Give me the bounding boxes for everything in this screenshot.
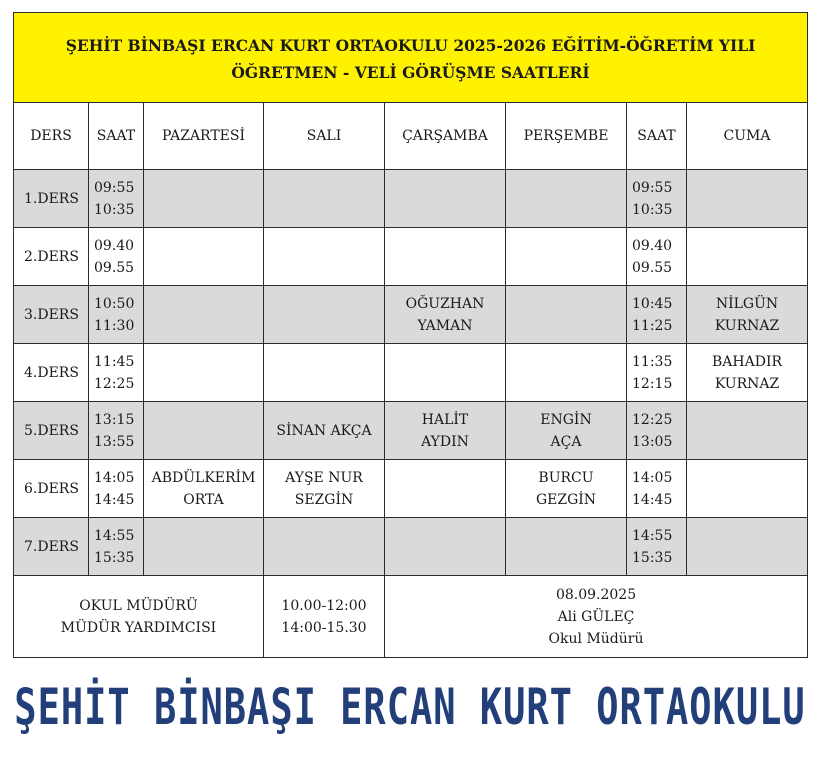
teacher-cell-tue (264, 518, 385, 576)
time-start: 09:55 (94, 179, 135, 196)
teacher-cell-fri (687, 286, 808, 344)
signature-position: Okul Müdürü (548, 630, 644, 647)
schedule-table (13, 12, 808, 658)
time-cell (89, 228, 144, 286)
time-cell-friday (627, 170, 687, 228)
teacher-name-line: BAHADIR (712, 353, 783, 370)
time-cell-friday (627, 518, 687, 576)
teacher-name-line: BURCU (538, 469, 594, 486)
time-start: 11:35 (632, 353, 673, 370)
header-row (14, 103, 808, 170)
table-title (14, 13, 808, 103)
footer-signature (385, 576, 808, 658)
teacher-name-line: NİLGÜN (715, 295, 779, 312)
footer-roles (14, 576, 264, 658)
time-cell (89, 170, 144, 228)
time-cell (89, 286, 144, 344)
teacher-cell-thu (506, 170, 627, 228)
role-principal: OKUL MÜDÜRÜ (79, 597, 198, 614)
time-start: 14:55 (632, 527, 673, 544)
teacher-cell-thu (506, 344, 627, 402)
teacher-name-line: ENGİN (540, 411, 592, 428)
time-cell (89, 402, 144, 460)
time-end: 11:25 (632, 317, 673, 334)
header-cuma: CUMA (687, 103, 808, 170)
time-end: 11:30 (94, 317, 135, 334)
time-cell-friday (627, 402, 687, 460)
table-row (14, 228, 808, 286)
time-cell (89, 518, 144, 576)
teacher-name-line: ORTA (183, 491, 224, 508)
teacher-name-line: ABDÜLKERİM (151, 469, 256, 486)
teacher-name-line: SEZGİN (294, 491, 354, 508)
teacher-cell-thu (506, 228, 627, 286)
time-start: 14:05 (94, 469, 135, 486)
teacher-cell-thu (506, 460, 627, 518)
header-sali: SALI (264, 103, 385, 170)
teacher-name-line: SİNAN AKÇA (276, 422, 372, 439)
time-cell-friday (627, 228, 687, 286)
time-start: 12:25 (632, 411, 673, 428)
teacher-cell-mon (144, 402, 264, 460)
time-start: 09:55 (632, 179, 673, 196)
time-cell (89, 344, 144, 402)
time-end: 12:15 (632, 375, 673, 392)
table-row (14, 402, 808, 460)
teacher-cell-mon (144, 344, 264, 402)
time-end: 15:35 (632, 549, 673, 566)
teacher-cell-thu (506, 402, 627, 460)
time-end: 15:35 (94, 549, 135, 566)
teacher-cell-fri (687, 402, 808, 460)
teacher-cell-wed (385, 344, 506, 402)
teacher-name-line: AYDIN (421, 433, 469, 450)
lesson-cell: 7.DERS (14, 518, 89, 576)
teacher-cell-tue (264, 286, 385, 344)
lesson-cell: 4.DERS (14, 344, 89, 402)
time-end: 09.55 (632, 259, 673, 276)
time-end: 13:05 (632, 433, 673, 450)
teacher-cell-mon (144, 286, 264, 344)
teacher-cell-mon (144, 228, 264, 286)
table-row (14, 344, 808, 402)
lesson-cell: 5.DERS (14, 402, 89, 460)
teacher-name-line: AÇA (550, 433, 582, 450)
teacher-name-line: KURNAZ (714, 375, 780, 392)
time-cell-friday (627, 460, 687, 518)
title-line-1: ŞEHİT BİNBAŞI ERCAN KURT ORTAOKULU 2025-2026 EĞİTİM-ÖĞRETİM YILI (65, 35, 756, 55)
teacher-name-line: KURNAZ (714, 317, 780, 334)
time-end: 10:35 (94, 201, 135, 218)
teacher-cell-tue (264, 402, 385, 460)
header-saat: SAAT (89, 103, 144, 170)
teacher-cell-wed (385, 518, 506, 576)
teacher-name-line: GEZGİN (535, 491, 597, 508)
time-end: 13:55 (94, 433, 135, 450)
footer-row (14, 576, 808, 658)
lesson-cell: 2.DERS (14, 228, 89, 286)
time-start: 10:50 (94, 295, 135, 312)
schedule-sheet (13, 12, 807, 658)
time-end: 10:35 (632, 201, 673, 218)
table-row (14, 518, 808, 576)
time-cell-friday (627, 344, 687, 402)
time-start: 14:55 (94, 527, 135, 544)
time-start: 09.40 (94, 237, 135, 254)
time-end: 09.55 (94, 259, 135, 276)
teacher-name-line: AYŞE NUR (285, 469, 363, 486)
lesson-cell: 6.DERS (14, 460, 89, 518)
teacher-cell-mon (144, 170, 264, 228)
title-line-2: ÖĞRETMEN - VELİ GÖRÜŞME SAATLERİ (231, 62, 590, 82)
time-start: 11:45 (94, 353, 135, 370)
hours-afternoon: 14:00-15.30 (281, 619, 367, 636)
teacher-cell-fri (687, 344, 808, 402)
signature-name: Ali GÜLEÇ (557, 608, 635, 625)
table-row (14, 170, 808, 228)
teacher-cell-mon (144, 460, 264, 518)
teacher-cell-tue (264, 344, 385, 402)
time-end: 14:45 (94, 491, 135, 508)
time-start: 09.40 (632, 237, 673, 254)
teacher-cell-fri (687, 170, 808, 228)
teacher-cell-wed (385, 228, 506, 286)
header-persembe: PERŞEMBE (506, 103, 627, 170)
teacher-name-line: YAMAN (417, 317, 473, 334)
time-cell-friday (627, 286, 687, 344)
time-start: 13:15 (94, 411, 135, 428)
time-end: 14:45 (632, 491, 673, 508)
teacher-cell-thu (506, 286, 627, 344)
teacher-cell-wed (385, 460, 506, 518)
time-start: 14:05 (632, 469, 673, 486)
role-vice-principal: MÜDÜR YARDIMCISI (60, 619, 217, 636)
teacher-cell-wed (385, 170, 506, 228)
header-ders: DERS (14, 103, 89, 170)
school-banner: ŞEHİT BİNBAŞI ERCAN KURT ORTAOKULU (14, 678, 806, 737)
time-cell (89, 460, 144, 518)
time-start: 10:45 (632, 295, 673, 312)
teacher-cell-wed (385, 402, 506, 460)
header-carsamba: ÇARŞAMBA (385, 103, 506, 170)
teacher-name-line: OĞUZHAN (405, 295, 485, 312)
teacher-cell-fri (687, 228, 808, 286)
teacher-cell-mon (144, 518, 264, 576)
teacher-cell-tue (264, 170, 385, 228)
header-pazartesi: PAZARTESİ (144, 103, 264, 170)
table-row (14, 460, 808, 518)
teacher-cell-fri (687, 518, 808, 576)
header-saat-2: SAAT (627, 103, 687, 170)
footer-hours (264, 576, 385, 658)
signature-date: 08.09.2025 (555, 586, 637, 603)
lesson-cell: 3.DERS (14, 286, 89, 344)
teacher-name-line: HALİT (421, 411, 469, 428)
lesson-cell: 1.DERS (14, 170, 89, 228)
teacher-cell-tue (264, 460, 385, 518)
teacher-cell-fri (687, 460, 808, 518)
teacher-cell-wed (385, 286, 506, 344)
teacher-cell-tue (264, 228, 385, 286)
teacher-cell-thu (506, 518, 627, 576)
table-row (14, 286, 808, 344)
time-end: 12:25 (94, 375, 135, 392)
hours-morning: 10.00-12:00 (281, 597, 367, 614)
